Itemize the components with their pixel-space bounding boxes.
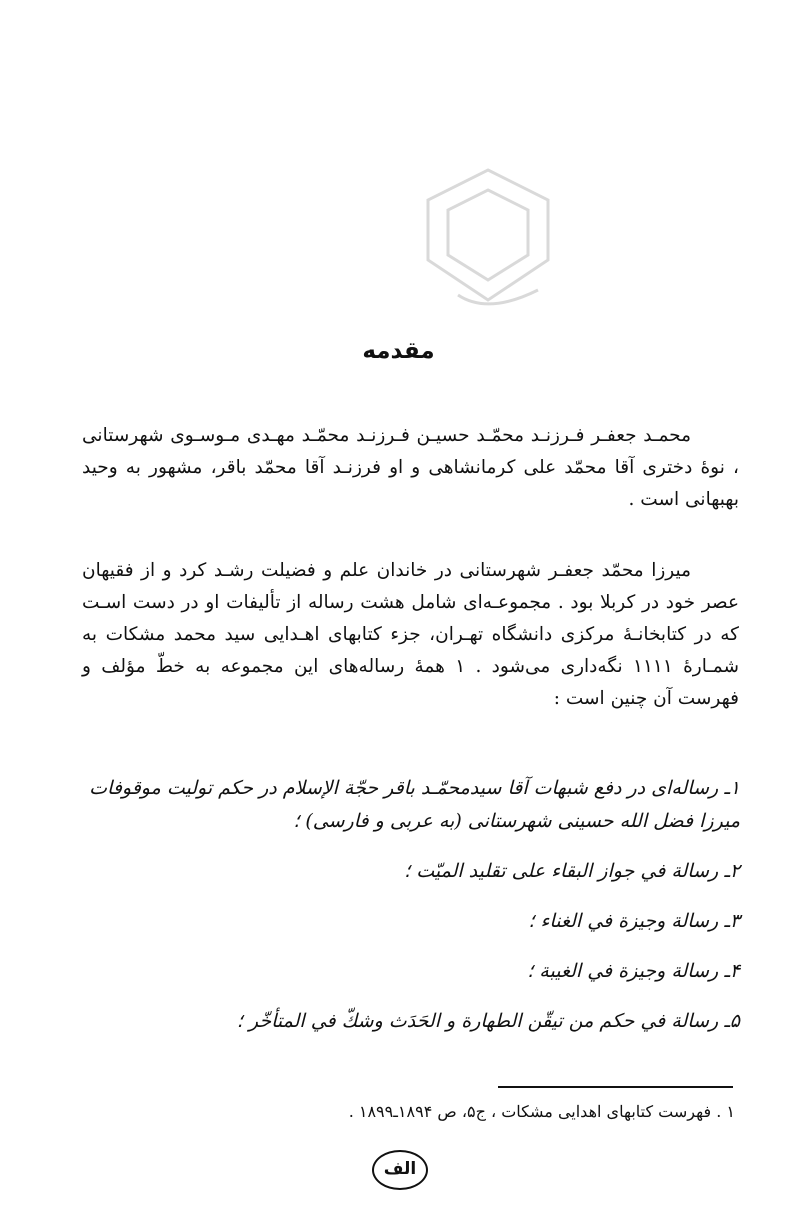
treatise-list — [80, 772, 740, 1038]
list-item: ۱ـ رساله‌ای در دفع شبهات آقا سیدمحمّـد باقر حجّة الإسلام در حکم تولیت موقوفات میرزا فضل الله حسینی شهرستانی (به عربی و فارسی) ؛ — [89, 777, 740, 832]
page-number: الف — [372, 1150, 428, 1190]
list-item: ۵ـ رسالة في حكم من تيقّن الطهارة و الحَدَث وشكّ في المتأخّر ؛ — [236, 1010, 740, 1032]
list-item: ۴ـ رسالة وجيزة في الغيبة ؛ — [527, 960, 740, 982]
library-seal-watermark — [388, 160, 588, 320]
page-title: مقدمه — [362, 338, 435, 364]
footnote: ۱ . فهرست کتابهای اهدایی مشکات ، ج۵، ص ۱۸۹۴ـ۱۸۹۹ . — [348, 1102, 735, 1121]
collection-paragraph — [82, 555, 739, 715]
list-item: ۳ـ رسالة وجيزة في الغناء ؛ — [528, 910, 740, 932]
footnote-divider — [498, 1086, 733, 1088]
list-item: ۲ـ رسالة في جواز البقاء على تقليد الميّت ؛ — [404, 860, 740, 882]
intro-paragraph — [82, 420, 739, 516]
paragraph: میرزا محمّد جعفـر شهرستانی در خاندان علم و فضیلت رشـد کرد و از فقیهان عصر خود در کربلا بود . مجموعـه‌ای شامل هشت رساله از تألیفات او در دست اسـت که در کتابخانـهٔ مرکزی دانشگاه تهـران، جزء کتابهای اهـدایی سید محمد مشکات به شمـارهٔ ۱۱۱۱ نگه‌داری می‌شود . ۱ همهٔ رساله‌های این مجموعه به خطّ مؤلف و فهرست آن چنین است : — [82, 560, 739, 709]
paragraph: محمـد جعفـر فـرزنـد محمّـد حسيـن فـرزنـد محمّـد مهـدی مـوسـوی شهرستانی ، نوهٔ دختری آقا محمّد علی کرمانشاهی و او فرزنـد آقا محمّد باقر، مشهور به وحید بهبهانی است . — [82, 425, 739, 510]
